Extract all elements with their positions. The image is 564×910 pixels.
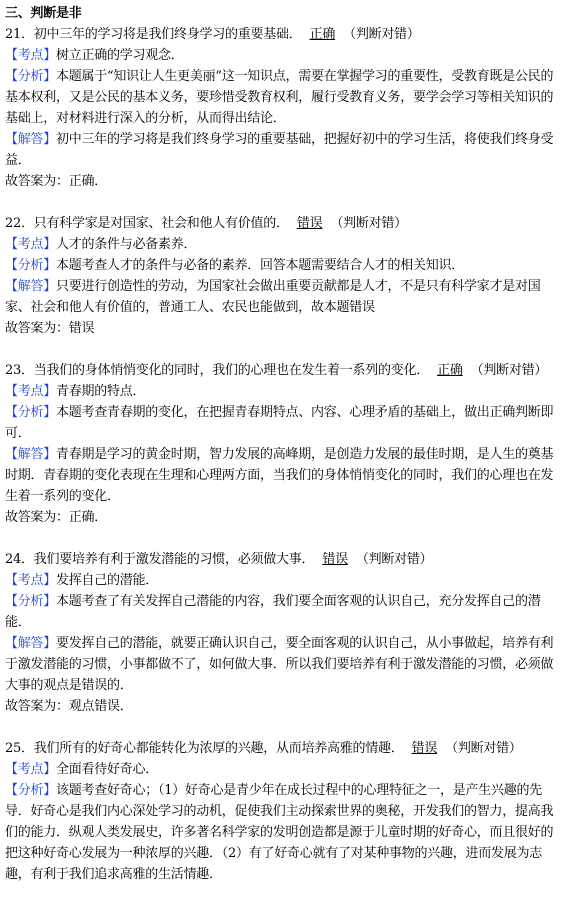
- fenxi-text: 该题考查好奇心；（1）好奇心是青少年在成长过程中的心理特征之一，是产生兴趣的先导．好奇心是我们内心深处学习的动机，促使我们主动探索世界的奥秘，开发我们的智力，提高我们的能力．纵观人类发展史，许多著名科学家的发明创造都是源于儿童时期的好奇心，而且很好的把这种好奇心发展为一种浓厚的兴趣．（2）有了好奇心就有了对某种事物的兴趣，进而发展为志趣，有利于我们追求高雅的生活情趣．: [5, 783, 554, 882]
- answer-blank: 错误: [411, 741, 438, 756]
- judge-hint: （判断对错）: [445, 741, 522, 756]
- fenxi-line: [5, 402, 560, 444]
- kaodian-text: 树立正确的学习观念．: [56, 48, 184, 63]
- question-number: 25．: [5, 741, 34, 756]
- jieda-text: 青春期是学习的黄金时期，智力发展的高峰期，是创造力发展的最佳时期，是人生的奠基时期．青春期的变化表现在生理和心理两方面，当我们的身体悄悄变化的同时，我们的心理也在发生着一系列的变化．: [5, 447, 554, 504]
- fenxi-text: 本题考查人才的条件与必备的素养．回答本题需要结合人才的相关知识．: [56, 258, 465, 273]
- fenxi-line: [5, 66, 560, 129]
- question-text: 只有科学家是对国家、社会和他人有价值的．: [33, 216, 289, 231]
- kaodian-tag: 【考点】: [5, 384, 57, 399]
- jieda-line: [5, 276, 560, 318]
- question-number: 21．: [5, 27, 34, 42]
- jieda-tag: 【解答】: [5, 279, 57, 294]
- question-list: [5, 24, 560, 885]
- section-title: 三、判断是非: [5, 6, 82, 21]
- question-stem: [5, 360, 560, 381]
- question-text: 当我们的身体悄悄变化的同时，我们的心理也在发生着一系列的变化．: [33, 363, 430, 378]
- jieda-tag: 【解答】: [5, 132, 57, 147]
- kaodian-line: [5, 381, 560, 402]
- question-block: [5, 549, 560, 717]
- fenxi-tag: 【分析】: [5, 594, 57, 609]
- fenxi-text: 本题考查了有关发挥自己潜能的内容，我们要全面客观的认识自己，充分发挥自己的潜能．: [5, 594, 541, 630]
- jieda-line: [5, 633, 560, 696]
- jieda-line: [5, 444, 560, 507]
- question-number: 23．: [5, 363, 34, 378]
- question-text: 我们要培养有利于激发潜能的习惯，必须做大事．: [33, 552, 315, 567]
- answer-blank: 错误: [322, 552, 348, 567]
- judge-hint: （判断对错）: [355, 552, 433, 567]
- question-stem: [5, 549, 560, 570]
- fenxi-tag: 【分析】: [5, 405, 57, 420]
- question-text: 我们所有的好奇心都能转化为浓厚的兴趣，从而培养高雅的情趣．: [33, 741, 404, 756]
- kaodian-text: 发挥自己的潜能．: [56, 573, 159, 588]
- fenxi-line: [5, 255, 560, 276]
- answer-blank: 错误: [296, 216, 323, 231]
- question-block: [5, 360, 560, 528]
- kaodian-line: [5, 759, 560, 780]
- kaodian-tag: 【考点】: [5, 237, 57, 252]
- jieda-text: 要发挥自己的潜能，就要正确认识自己，要全面客观的认识自己，从小事做起，培养有利于激发潜能的习惯，小事都做不了，如何做大事．所以我们要培养有利于激发潜能的习惯，必须做大事的观点是错误的．: [5, 636, 554, 693]
- kaodian-tag: 【考点】: [5, 573, 57, 588]
- jieda-text: 初中三年的学习将是我们终身学习的重要基础，把握好初中的学习生活，将使我们终身受益．: [5, 132, 554, 168]
- jieda-tag: 【解答】: [5, 447, 57, 462]
- final-answer: 故答案为：正确．: [5, 174, 108, 189]
- kaodian-text: 人才的条件与必备素养．: [56, 237, 197, 252]
- question-block: [5, 24, 560, 192]
- fenxi-line: [5, 591, 560, 633]
- question-text: 初中三年的学习将是我们终身学习的重要基础．: [33, 27, 302, 42]
- kaodian-text: 青春期的特点．: [56, 384, 146, 399]
- judge-hint: （判断对错）: [330, 216, 407, 231]
- fenxi-tag: 【分析】: [5, 783, 57, 798]
- answer-blank: 正确: [309, 27, 336, 42]
- kaodian-line: [5, 234, 560, 255]
- question-block: [5, 738, 560, 885]
- fenxi-line: [5, 780, 560, 885]
- final-answer: 故答案为：观点错误．: [5, 699, 133, 714]
- judge-hint: （判断对错）: [343, 27, 420, 42]
- judge-hint: （判断对错）: [470, 363, 548, 378]
- question-number: 24．: [5, 552, 34, 567]
- kaodian-tag: 【考点】: [5, 762, 57, 777]
- kaodian-tag: 【考点】: [5, 48, 57, 63]
- fenxi-tag: 【分析】: [5, 69, 57, 84]
- jieda-text: 只要进行创造性的劳动，为国家社会做出重要贡献都是人才，不是只有科学家才是对国家、社会和他人有价值的，普通工人、农民也能做到，故本题错误: [5, 279, 541, 315]
- fenxi-text: 本题属于“知识让人生更美丽”这一知识点，需要在掌握学习的重要性，受教育既是公民的基本权利，又是公民的基本义务，要珍惜受教育权利，履行受教育义务，要学会学习等相关知识的基础上，对材料进行深入的分析，从而得出结论．: [5, 69, 554, 126]
- jieda-tag: 【解答】: [5, 636, 57, 651]
- final-answer: 故答案为：正确．: [5, 510, 108, 525]
- kaodian-line: [5, 45, 560, 66]
- question-stem: [5, 24, 560, 45]
- question-stem: [5, 213, 560, 234]
- kaodian-text: 全面看待好奇心．: [56, 762, 159, 777]
- jieda-line: [5, 129, 560, 171]
- fenxi-tag: 【分析】: [5, 258, 57, 273]
- final-answer: 故答案为：错误: [5, 321, 95, 336]
- answer-blank: 正确: [437, 363, 463, 378]
- kaodian-line: [5, 570, 560, 591]
- fenxi-text: 本题考查青春期的变化，在把握青春期特点、内容、心理矛盾的基础上，做出正确判断即可．: [5, 405, 554, 441]
- question-block: [5, 213, 560, 339]
- question-number: 22．: [5, 216, 34, 231]
- question-stem: [5, 738, 560, 759]
